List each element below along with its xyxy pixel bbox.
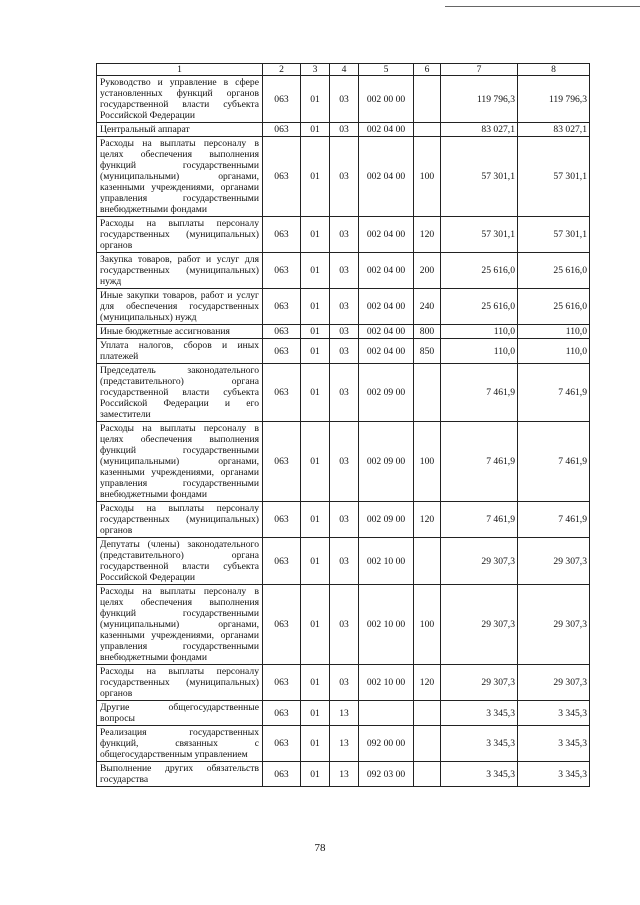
expense-type-code: 100 <box>414 585 441 665</box>
row-name: Расходы на выплаты персоналу государственных (муниципальных) органов <box>97 665 263 701</box>
row-name: Выполнение других обязательств государства <box>97 762 263 787</box>
target-article-code: 092 03 00 <box>359 762 414 787</box>
subsection-code: 03 <box>330 253 359 289</box>
col-1-header: 1 <box>97 64 263 76</box>
table-row <box>97 76 590 123</box>
subsection-code: 03 <box>330 339 359 364</box>
section-code: 01 <box>301 123 330 137</box>
section-code: 01 <box>301 538 330 585</box>
table-row <box>97 762 590 787</box>
col-4-header: 4 <box>330 64 359 76</box>
column-number-row <box>97 64 590 76</box>
amount-approved: 7 461,9 <box>441 422 518 502</box>
row-name: Руководство и управление в сфере установленных функций органов государственной власти субъекта Российской Федерации <box>97 76 263 123</box>
amount-executed: 25 616,0 <box>518 289 590 325</box>
row-name: Расходы на выплаты персоналу государственных (муниципальных) органов <box>97 502 263 538</box>
table-row <box>97 585 590 665</box>
subsection-code: 03 <box>330 364 359 422</box>
admin-code: 063 <box>263 422 301 502</box>
subsection-code: 03 <box>330 76 359 123</box>
subsection-code: 13 <box>330 762 359 787</box>
amount-executed: 25 616,0 <box>518 253 590 289</box>
row-name: Расходы на выплаты персоналу в целях обеспечения выполнения функций государственными (муниципальными) органами, казенными учреждениями, органами управления государственными внебюджетными фондами <box>97 137 263 217</box>
table-row <box>97 502 590 538</box>
top-rule <box>445 6 640 7</box>
amount-approved: 3 345,3 <box>441 762 518 787</box>
target-article-code: 002 00 00 <box>359 76 414 123</box>
amount-approved: 3 345,3 <box>441 726 518 762</box>
subsection-code: 03 <box>330 502 359 538</box>
admin-code: 063 <box>263 585 301 665</box>
subsection-code: 13 <box>330 726 359 762</box>
target-article-code <box>359 701 414 726</box>
target-article-code: 002 04 00 <box>359 123 414 137</box>
amount-approved: 57 301,1 <box>441 137 518 217</box>
amount-executed: 3 345,3 <box>518 726 590 762</box>
amount-approved: 3 345,3 <box>441 701 518 726</box>
amount-approved: 25 616,0 <box>441 253 518 289</box>
target-article-code: 002 04 00 <box>359 217 414 253</box>
section-code: 01 <box>301 325 330 339</box>
admin-code: 063 <box>263 76 301 123</box>
amount-executed: 29 307,3 <box>518 665 590 701</box>
expense-type-code: 800 <box>414 325 441 339</box>
row-name: Реализация государственных функций, связанных с общегосударственным управлением <box>97 726 263 762</box>
col-8-header: 8 <box>518 64 590 76</box>
target-article-code: 002 10 00 <box>359 585 414 665</box>
row-name: Председатель законодательного (представительного) органа государственной власти субъекта Российской Федерации и его заместители <box>97 364 263 422</box>
section-code: 01 <box>301 364 330 422</box>
admin-code: 063 <box>263 289 301 325</box>
table-row <box>97 253 590 289</box>
row-name: Расходы на выплаты персоналу в целях обеспечения выполнения функций государственными (муниципальными) органами, казенными учреждениями, органами управления государственными внебюджетными фондами <box>97 585 263 665</box>
amount-executed: 110,0 <box>518 339 590 364</box>
amount-executed: 57 301,1 <box>518 217 590 253</box>
admin-code: 063 <box>263 538 301 585</box>
table-row <box>97 137 590 217</box>
section-code: 01 <box>301 726 330 762</box>
table-row <box>97 289 590 325</box>
amount-executed: 29 307,3 <box>518 538 590 585</box>
amount-executed: 57 301,1 <box>518 137 590 217</box>
col-5-header: 5 <box>359 64 414 76</box>
expense-type-code: 240 <box>414 289 441 325</box>
amount-approved: 7 461,9 <box>441 364 518 422</box>
row-name: Иные закупки товаров, работ и услуг для обеспечения государственных (муниципальных) нужд <box>97 289 263 325</box>
amount-approved: 83 027,1 <box>441 123 518 137</box>
admin-code: 063 <box>263 137 301 217</box>
amount-approved: 29 307,3 <box>441 538 518 585</box>
amount-executed: 7 461,9 <box>518 502 590 538</box>
target-article-code: 092 00 00 <box>359 726 414 762</box>
row-name: Иные бюджетные ассигнования <box>97 325 263 339</box>
table-body <box>97 64 590 787</box>
target-article-code: 002 04 00 <box>359 325 414 339</box>
subsection-code: 03 <box>330 422 359 502</box>
admin-code: 063 <box>263 502 301 538</box>
subsection-code: 03 <box>330 538 359 585</box>
amount-approved: 57 301,1 <box>441 217 518 253</box>
table-row <box>97 726 590 762</box>
subsection-code: 03 <box>330 123 359 137</box>
expense-type-code: 120 <box>414 665 441 701</box>
table-row <box>97 701 590 726</box>
subsection-code: 03 <box>330 217 359 253</box>
subsection-code: 03 <box>330 325 359 339</box>
amount-approved: 25 616,0 <box>441 289 518 325</box>
subsection-code: 13 <box>330 701 359 726</box>
amount-approved: 119 796,3 <box>441 76 518 123</box>
table-row <box>97 339 590 364</box>
amount-approved: 7 461,9 <box>441 502 518 538</box>
subsection-code: 03 <box>330 585 359 665</box>
target-article-code: 002 04 00 <box>359 253 414 289</box>
amount-executed: 3 345,3 <box>518 701 590 726</box>
expense-type-code <box>414 364 441 422</box>
section-code: 01 <box>301 253 330 289</box>
section-code: 01 <box>301 762 330 787</box>
subsection-code: 03 <box>330 665 359 701</box>
amount-executed: 29 307,3 <box>518 585 590 665</box>
target-article-code: 002 09 00 <box>359 422 414 502</box>
admin-code: 063 <box>263 665 301 701</box>
amount-executed: 3 345,3 <box>518 762 590 787</box>
expense-type-code <box>414 762 441 787</box>
expense-type-code <box>414 123 441 137</box>
table-row <box>97 123 590 137</box>
row-name: Расходы на выплаты персоналу в целях обеспечения выполнения функций государственными (муниципальными) органами, казенными учреждениями, органами управления государственными внебюджетными фондами <box>97 422 263 502</box>
admin-code: 063 <box>263 364 301 422</box>
table-row <box>97 325 590 339</box>
expense-type-code: 120 <box>414 217 441 253</box>
expense-type-code <box>414 538 441 585</box>
admin-code: 063 <box>263 762 301 787</box>
expense-type-code: 100 <box>414 422 441 502</box>
expense-type-code: 200 <box>414 253 441 289</box>
subsection-code: 03 <box>330 289 359 325</box>
amount-executed: 119 796,3 <box>518 76 590 123</box>
amount-executed: 7 461,9 <box>518 364 590 422</box>
admin-code: 063 <box>263 726 301 762</box>
section-code: 01 <box>301 217 330 253</box>
table-row <box>97 538 590 585</box>
col-3-header: 3 <box>301 64 330 76</box>
col-6-header: 6 <box>414 64 441 76</box>
target-article-code: 002 10 00 <box>359 665 414 701</box>
section-code: 01 <box>301 76 330 123</box>
row-name: Депутаты (члены) законодательного (представительного) органа государственной власти субъекта Российской Федерации <box>97 538 263 585</box>
admin-code: 063 <box>263 701 301 726</box>
target-article-code: 002 04 00 <box>359 289 414 325</box>
subsection-code: 03 <box>330 137 359 217</box>
row-name: Уплата налогов, сборов и иных платежей <box>97 339 263 364</box>
admin-code: 063 <box>263 339 301 364</box>
row-name: Центральный аппарат <box>97 123 263 137</box>
amount-executed: 7 461,9 <box>518 422 590 502</box>
section-code: 01 <box>301 289 330 325</box>
table-row <box>97 364 590 422</box>
row-name: Расходы на выплаты персоналу государственных (муниципальных) органов <box>97 217 263 253</box>
expense-type-code: 850 <box>414 339 441 364</box>
expense-type-code <box>414 726 441 762</box>
section-code: 01 <box>301 137 330 217</box>
admin-code: 063 <box>263 123 301 137</box>
table-row <box>97 217 590 253</box>
admin-code: 063 <box>263 253 301 289</box>
section-code: 01 <box>301 701 330 726</box>
col-7-header: 7 <box>441 64 518 76</box>
expense-type-code: 100 <box>414 137 441 217</box>
expense-type-code <box>414 701 441 726</box>
expense-type-code: 120 <box>414 502 441 538</box>
target-article-code: 002 09 00 <box>359 364 414 422</box>
table-row <box>97 665 590 701</box>
section-code: 01 <box>301 339 330 364</box>
section-code: 01 <box>301 665 330 701</box>
row-name: Другие общегосударственные вопросы <box>97 701 263 726</box>
amount-approved: 29 307,3 <box>441 665 518 701</box>
section-code: 01 <box>301 502 330 538</box>
budget-table <box>96 63 590 787</box>
target-article-code: 002 04 00 <box>359 137 414 217</box>
target-article-code: 002 09 00 <box>359 502 414 538</box>
section-code: 01 <box>301 422 330 502</box>
target-article-code: 002 10 00 <box>359 538 414 585</box>
admin-code: 063 <box>263 217 301 253</box>
expense-type-code <box>414 76 441 123</box>
section-code: 01 <box>301 585 330 665</box>
row-name: Закупка товаров, работ и услуг для государственных (муниципальных) нужд <box>97 253 263 289</box>
target-article-code: 002 04 00 <box>359 339 414 364</box>
admin-code: 063 <box>263 325 301 339</box>
amount-executed: 110,0 <box>518 325 590 339</box>
table-row <box>97 422 590 502</box>
amount-approved: 29 307,3 <box>441 585 518 665</box>
amount-approved: 110,0 <box>441 325 518 339</box>
page-number: 78 <box>314 842 326 854</box>
col-2-header: 2 <box>263 64 301 76</box>
amount-executed: 83 027,1 <box>518 123 590 137</box>
amount-approved: 110,0 <box>441 339 518 364</box>
